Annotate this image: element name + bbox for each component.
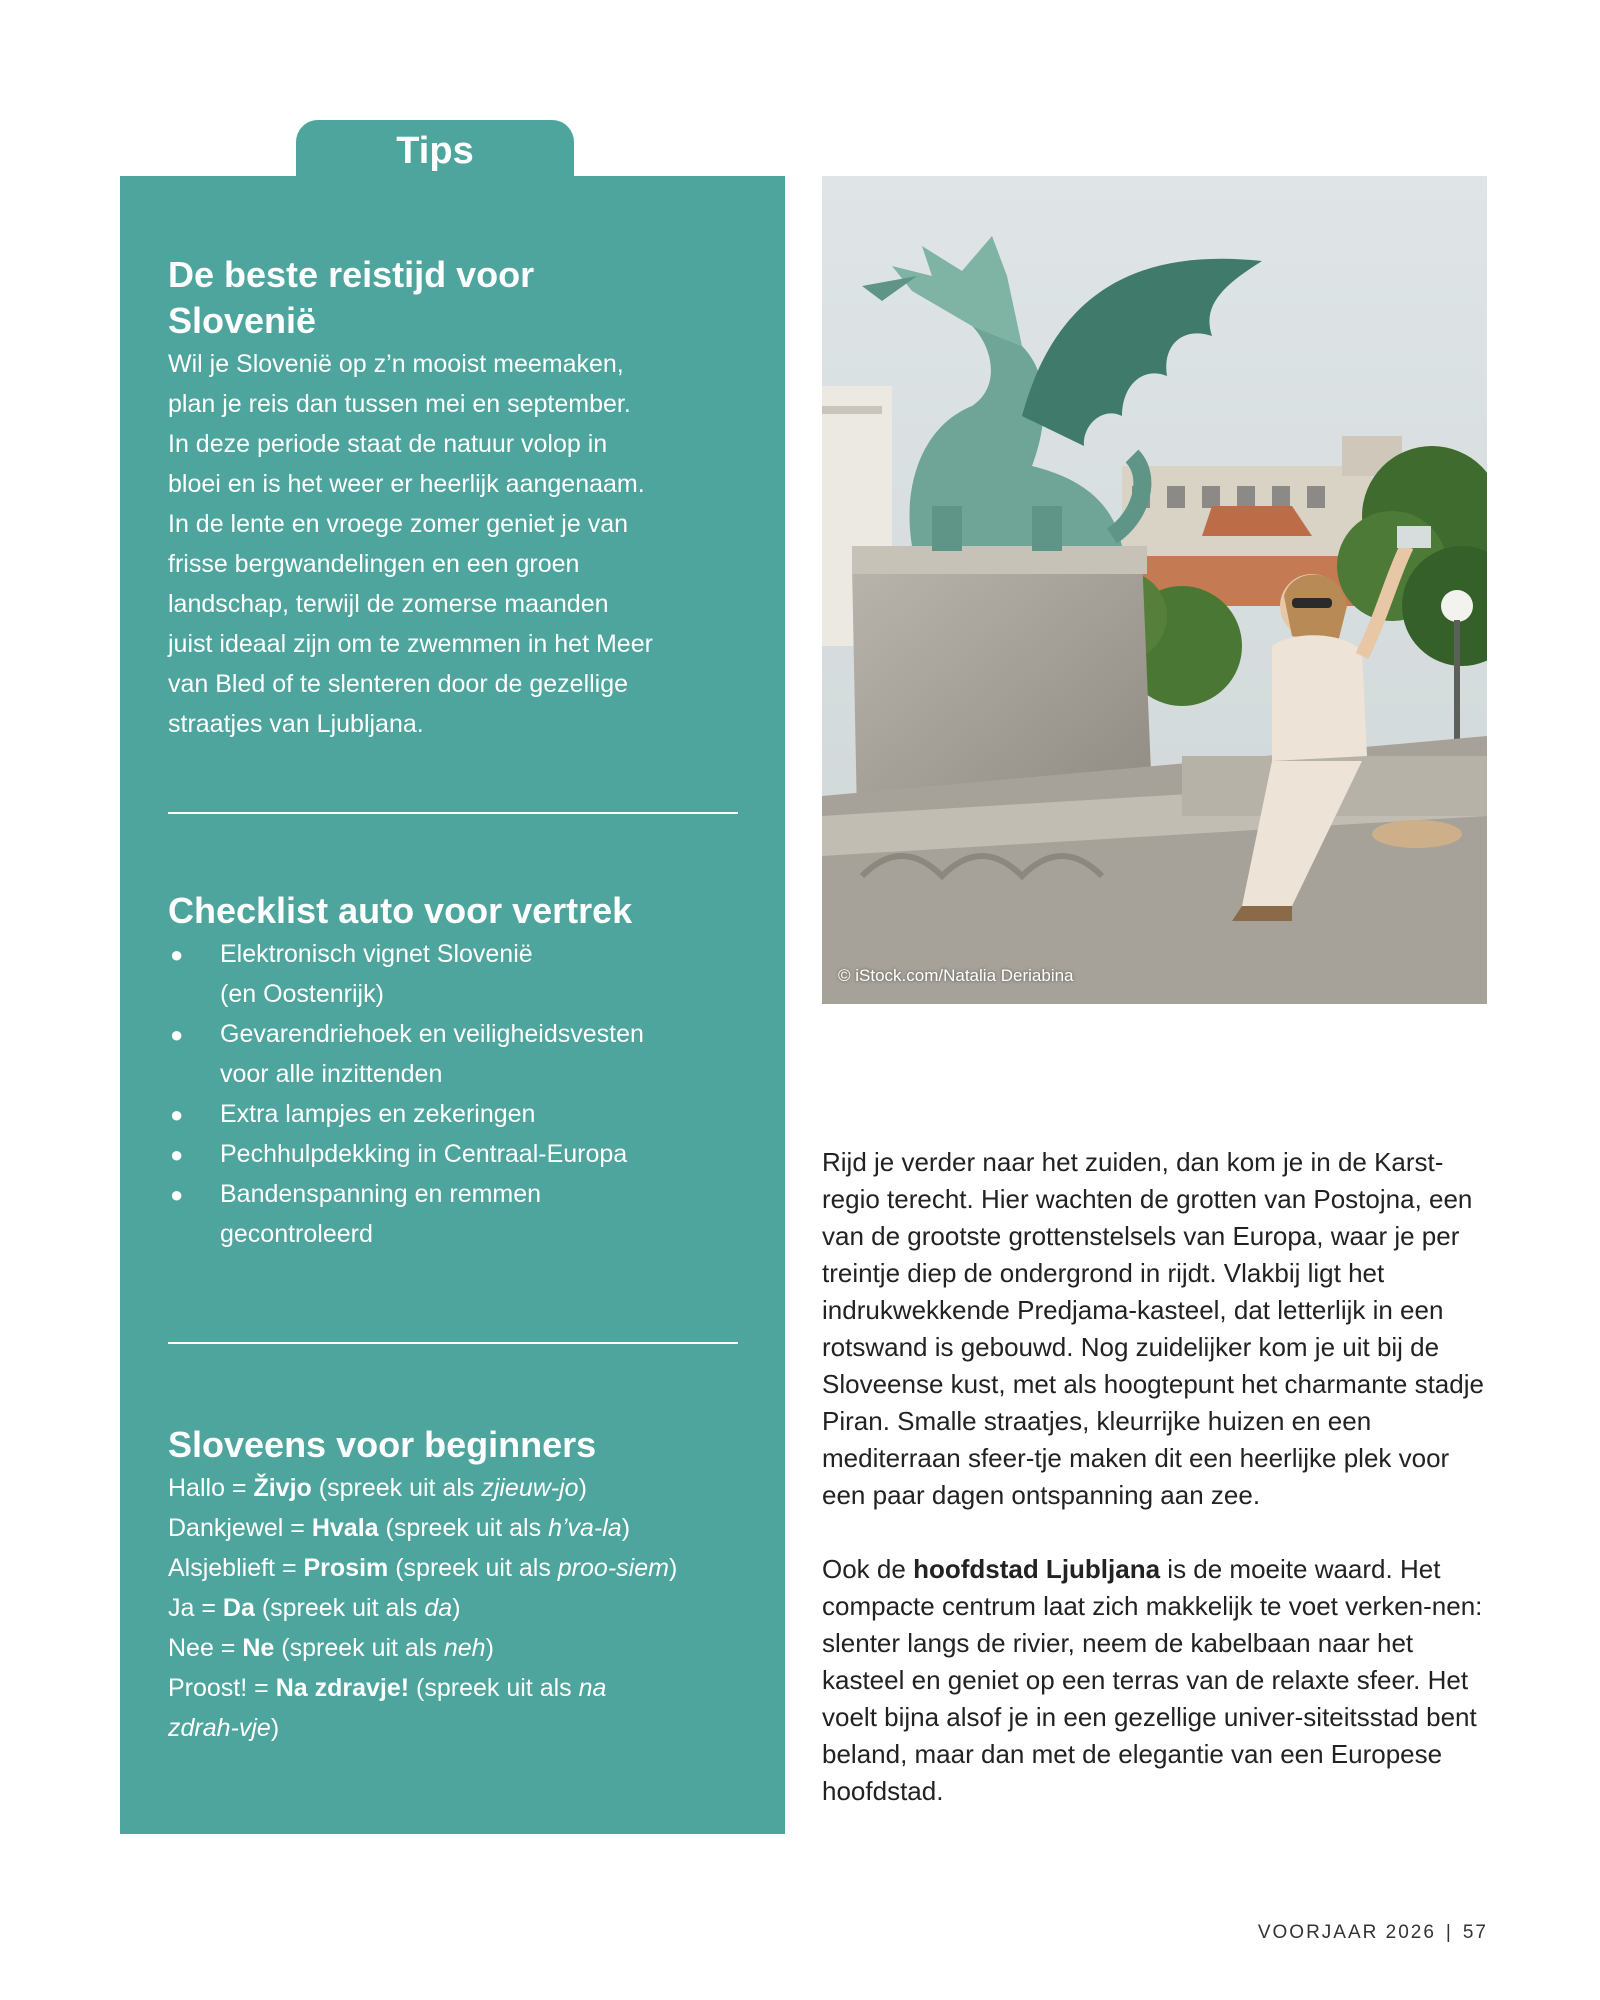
checklist-list xyxy=(168,934,748,1254)
checklist-section xyxy=(168,888,748,1254)
phrase-row: Nee = Ne (spreek uit als neh) xyxy=(168,1634,494,1662)
bullet-icon: ● xyxy=(170,1182,184,1207)
page-footer xyxy=(1258,1922,1488,1944)
issue-label: VOORJAAR 2026 xyxy=(1257,1922,1436,1943)
bullet-icon: ● xyxy=(170,1142,184,1167)
phrase-row: Alsjeblieft = Prosim (spreek uit als proo-siem) xyxy=(168,1554,678,1582)
separator: | xyxy=(1445,1922,1453,1943)
article-paragraph: Ook de hoofdstad Ljubljana is de moeite waard. Het compacte centrum laat zich makkelijk te voet verken-nen: slenter langs de rivier, neem de kabelbaan naar het kasteel en geniet op een terras van de relaxte sfeer. Het voelt bijna alsof je in een gezellige univer-siteitsstad bent beland, maar dan met de elegantie van een Europese hoofdstad. xyxy=(822,1554,1483,1806)
article-paragraph: Rijd je verder naar het zuiden, dan kom je in de Karst-regio terecht. Hier wachten de grotten van Postojna, een van de grootste grottenstelsels van Europa, waar je per treintje diep de ondergrond in rijdt. Vlakbij ligt het indrukwekkende Predjama-kasteel, dat letterlijk in een rotswand is gebouwd. Nog zuidelijker kom je uit bij de Sloveense kust, met als hoogtepunt het charmante stadje Piran. Smalle straatjes, kleurrijke huizen en een mediterraan sfeer-tje maken dit een heerlijke plek voor een paar dagen ontspanning aan zee. xyxy=(822,1147,1484,1510)
list-item: ● Elektronisch vignet Slovenië (en Oostenrijk) xyxy=(168,934,748,1014)
phrase-row: Ja = Da (spreek uit als da) xyxy=(168,1594,461,1622)
bullet-icon: ● xyxy=(170,1102,184,1127)
photo-credit: © iStock.com/Natalia Deriabina xyxy=(838,966,1074,985)
dragon-bridge-illustration xyxy=(822,176,1487,1004)
reistijd-title: De beste reistijd voor Slovenië xyxy=(168,254,535,341)
list-item: ● Gevarendriehoek en veiligheidsvesten voor alle inzittenden xyxy=(168,1014,748,1094)
bullet-icon: ● xyxy=(170,942,184,967)
bullet-icon: ● xyxy=(170,1022,184,1047)
phrase-row: Hallo = Živjo (spreek uit als zjieuw-jo) xyxy=(168,1474,587,1502)
list-item: ● Pechhulpdekking in Centraal-Europa xyxy=(168,1134,748,1174)
sloveens-title: Sloveens voor beginners xyxy=(168,1424,597,1465)
reistijd-section xyxy=(168,252,748,744)
phrase-row: Dankjewel = Hvala (spreek uit als h’va-la) xyxy=(168,1514,631,1542)
list-item: ● Extra lampjes en zekeringen xyxy=(168,1094,748,1134)
tips-tab: Tips xyxy=(296,120,574,182)
list-item: ● Bandenspanning en remmen gecontroleerd xyxy=(168,1174,748,1254)
tips-panel xyxy=(120,176,785,1834)
reistijd-text: Wil je Slovenië op z’n mooist meemaken, plan je reis dan tussen mei en september. In deze periode staat de natuur volop in bloei en is het weer er heerlijk aangenaam. In de lente en vroege zomer geniet je van frisse bergwandelingen en een groen landschap, terwijl de zomerse maanden juist ideaal zijn om te zwemmen in het Meer van Bled of te slenteren door de gezellige straatjes van Ljubljana. xyxy=(168,350,653,738)
page-number: 57 xyxy=(1462,1922,1488,1943)
divider xyxy=(168,1342,738,1344)
phrase-row: Proost! = Na zdravje! (spreek uit als na zdrah-vje) xyxy=(168,1674,607,1742)
article-body xyxy=(822,1144,1492,1810)
divider xyxy=(168,812,738,814)
dragon-photo xyxy=(822,176,1487,1004)
checklist-title: Checklist auto voor vertrek xyxy=(168,890,633,931)
sloveens-section xyxy=(168,1422,768,1748)
